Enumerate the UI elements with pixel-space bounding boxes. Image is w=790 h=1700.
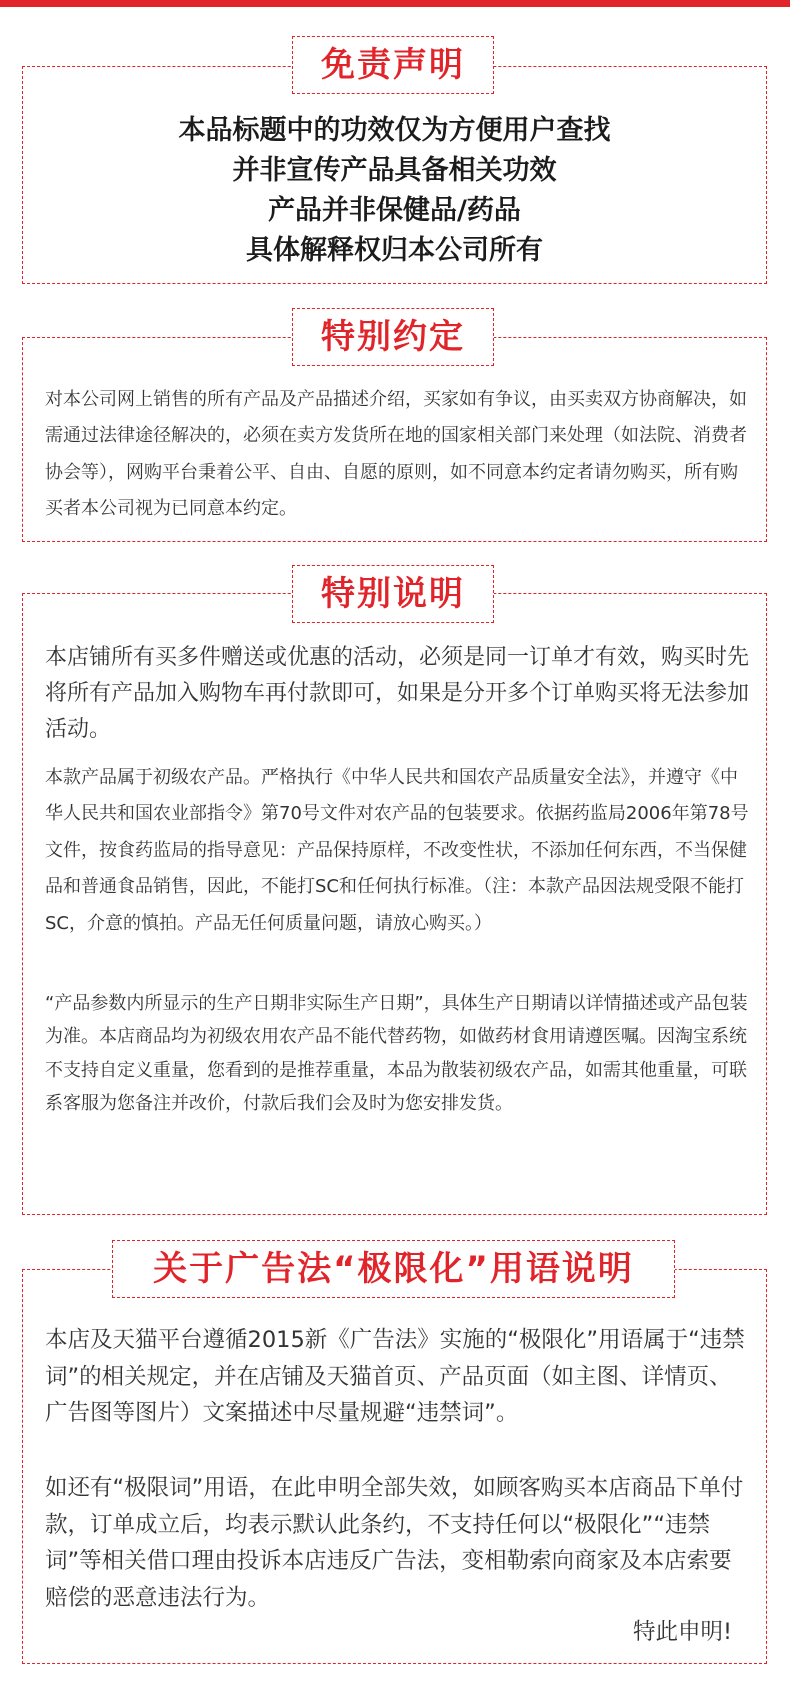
disclaimer-line: 具体解释权归本公司所有	[246, 235, 543, 266]
top-accent-bar	[0, 0, 790, 7]
ad-law-paragraph-statement: 如还有“极限词”用语，在此申明全部失效，如顾客购买本店商品下单付款，订单成立后，均表示默认此条约，不支持任何以“极限化”“违禁词”等相关借口理由投诉本店违反广告法，变相勒索向商家及本店索要赔偿的恶意违法行为。	[45, 1475, 744, 1611]
ad-law-closing: 特此申明!	[632, 1619, 732, 1645]
notes-paragraph-info: “产品参数内所显示的生产日期非实际生产日期”，具体生产日期请以详情描述或产品包装为准。本店商品均为初级农用农产品不能代替药物，如做药材食用请遵医嘱。因淘宝系统不支持自定义重量，您看到的是推荐重量，本品为散装初级农产品，如需其他重量，可联系客服为您备注并改价，付款后我们会及时为您安排发货。	[45, 993, 748, 1115]
disclaimer-line: 并非宣传产品具备相关功效	[232, 155, 557, 186]
disclaimer-line: 本品标题中的功效仅为方便用户查找	[178, 115, 611, 146]
disclaimer-section	[22, 66, 767, 284]
notes-paragraph-regulation: 本款产品属于初级农产品。严格执行《中华人民共和国农产品质量安全法》，并遵守《中华人民共和国农业部指令》第70号文件对农产品的包装要求。依据药监局2006年第78号文件，按食药监局的指导意见：产品保持原样，不改变性状，不添加任何东西，不当保健品和普通食品销售，因此，不能打SC和任何执行标准。（注：本款产品因法规受限不能打SC，介意的慎拍。产品无任何质量问题，请放心购买。）	[45, 767, 749, 934]
agreement-title: 特别约定	[292, 308, 494, 366]
notes-paragraph-activity: 本店铺所有买多件赠送或优惠的活动，必须是同一订单才有效，购买时先将所有产品加入购物车再付款即可，如果是分开多个订单购买将无法参加活动。	[45, 645, 750, 742]
agreement-section	[22, 337, 767, 542]
disclaimer-title: 免责声明	[292, 36, 494, 94]
ad-law-title: 关于广告法“极限化”用语说明	[112, 1240, 675, 1298]
notes-title: 特别说明	[292, 565, 494, 623]
ad-law-paragraph-rules: 本店及天猫平台遵循2015新《广告法》实施的“极限化”用语属于“违禁词”的相关规定，并在店铺及天猫首页、产品页面（如主图、详情页、广告图等图片）文案描述中尽量规避“违禁词”。	[45, 1327, 745, 1426]
ad-law-section	[22, 1269, 767, 1664]
disclaimer-lines	[23, 111, 766, 271]
notes-section	[22, 593, 767, 1215]
agreement-text: 对本公司网上销售的所有产品及产品描述介绍，买家如有争议，由买卖双方协商解决，如需通过法律途径解决的，必须在卖方发货所在地的国家相关部门来处理（如法院、消费者协会等），网购平台秉着公平、自由、自愿的原则，如不同意本约定者请勿购买，所有购买者本公司视为已同意本约定。	[45, 389, 747, 520]
disclaimer-line: 产品并非保健品/药品	[268, 195, 521, 226]
